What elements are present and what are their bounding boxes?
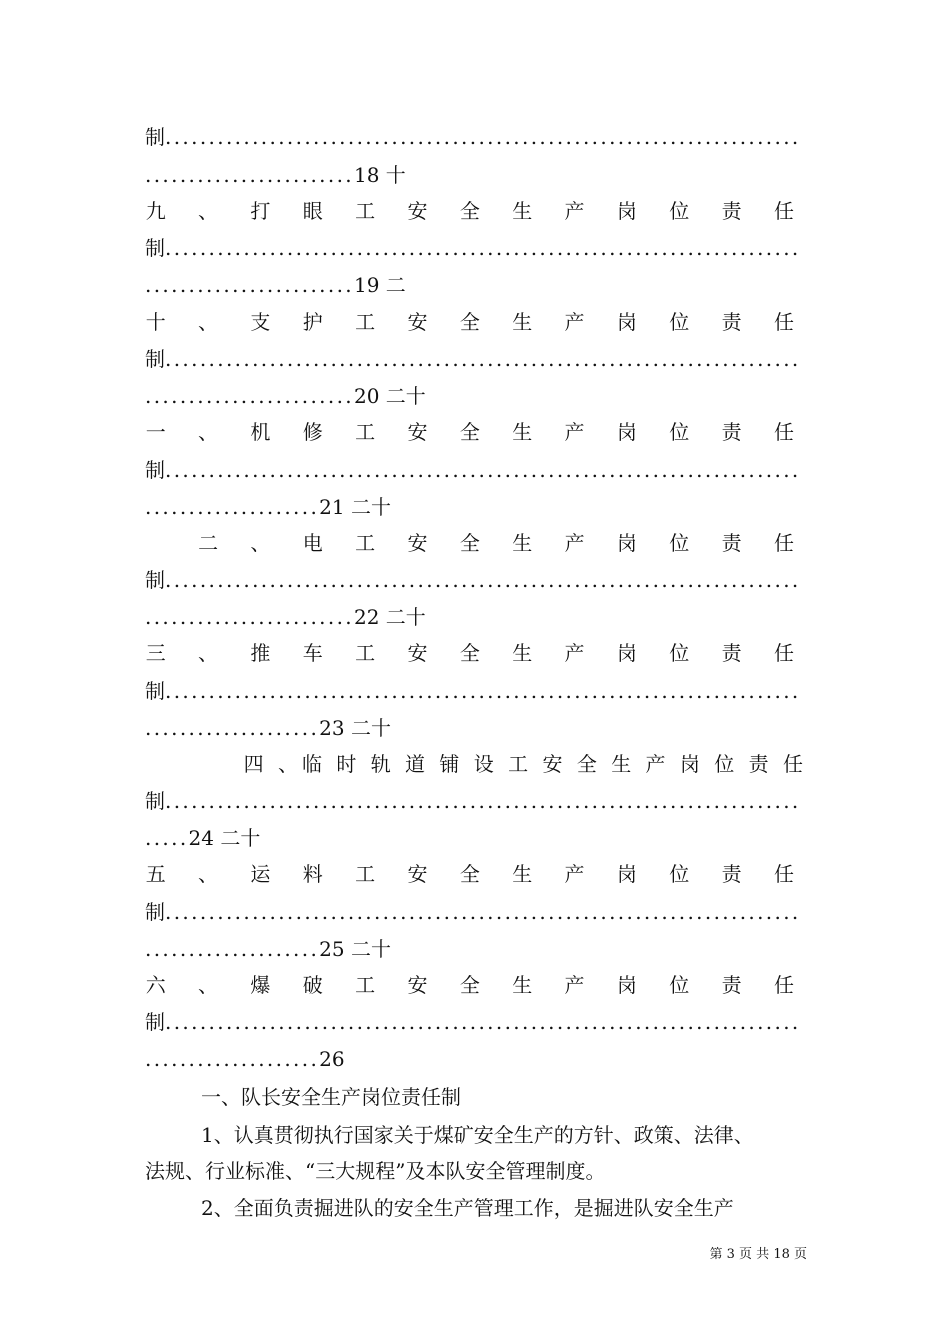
toc-page-ref: 19 二 [353,273,406,297]
toc-dot-leader: ........................ [145,384,354,408]
toc-lead: 制 [145,1010,165,1034]
toc-dot-leader: .................... [145,1047,320,1071]
toc-dot-leader: ......................................................................... [165,900,801,924]
toc-title-4: 二 、 电 工 安 全 生 产 岗 位 责 任 [198,531,807,555]
paragraph-2-line-1: 2、全面负责掘进队的安全生产管理工作，是掘进队安全生产 [201,1196,734,1220]
toc-entry-0-dots-line [145,122,807,152]
toc-page-ref: 20 二十 [353,384,426,408]
toc-lead: 制 [145,458,165,482]
section-heading: 一、队长安全生产岗位责任制 [201,1085,461,1109]
toc-page-ref: 26 [319,1047,345,1071]
toc-dot-leader: .................... [145,495,320,519]
page-footer: 第 3 页 共 18 页 [709,1247,807,1262]
toc-entry-1-page-line [145,270,807,300]
toc-page-ref: 23 二十 [319,716,391,740]
toc-entry-5-page-line [145,713,807,743]
toc-entry-3-dots-line [145,455,807,485]
toc-lead: 制 [145,789,165,813]
toc-entry-7-dots-line [145,897,807,927]
toc-lead: 制 [145,900,165,924]
toc-page-ref: 22 二十 [353,605,426,629]
toc-entry-8-page-line [145,1044,807,1074]
toc-dot-leader: ......................................................................... [165,236,801,260]
toc-page-ref: 21 二十 [319,495,391,519]
toc-title-2: 十 、 支 护 工 安 全 生 产 岗 位 责 任 [145,310,807,334]
toc-entry-2-dots-line [145,344,807,374]
toc-page-ref: 24 二十 [188,826,261,850]
toc-dot-leader: ......................................................................... [165,568,801,592]
toc-lead: 制 [145,347,165,371]
toc-dot-leader: ........................ [145,163,354,187]
toc-title-3: 一 、 机 修 工 安 全 生 产 岗 位 责 任 [145,420,807,444]
toc-entry-3-page-line [145,492,807,522]
toc-dot-leader: .................... [145,716,320,740]
toc-dot-leader: ......................................................................... [165,679,801,703]
toc-entry-2-page-line [145,381,807,411]
toc-entry-1-dots-line [145,233,807,263]
paragraph-1-line-2: 法规、行业标准、“三大规程”及本队安全管理制度。 [145,1159,606,1183]
toc-entry-4-dots-line [145,565,807,595]
toc-entry-8-dots-line [145,1007,807,1037]
paragraph-1-line-1: 1、认真贯彻执行国家关于煤矿安全生产的方针、政策、法律、 [201,1123,754,1147]
toc-dot-leader: ......................................................................... [165,1010,801,1034]
toc-page-ref: 25 二十 [319,937,391,961]
toc-lead: 制 [145,236,165,260]
toc-title-5: 三 、 推 车 工 安 全 生 产 岗 位 责 任 [145,641,807,665]
toc-lead: 制 [145,568,165,592]
toc-title-1: 九 、 打 眼 工 安 全 生 产 岗 位 责 任 [145,199,807,223]
toc-entry-0-page-line [145,160,807,190]
toc-entry-6-page-line [145,823,807,853]
toc-page-ref: 18 十 [353,163,406,187]
toc-title-6: 四 、临 时 轨 道 铺 设 工 安 全 生 产 岗 位 责 任 [243,752,807,776]
toc-entry-7-page-line [145,934,807,964]
toc-dot-leader: ......................................................................... [165,125,801,149]
toc-dot-leader: ........................ [145,273,354,297]
toc-dot-leader: ........................ [145,605,354,629]
toc-dot-leader: ......................................................................... [165,789,801,813]
toc-entry-5-dots-line [145,676,807,706]
toc-entry-4-page-line [145,602,807,632]
toc-dot-leader: ..... [145,826,189,850]
toc-dot-leader: .................... [145,937,320,961]
toc-lead: 制 [145,125,165,149]
toc-dot-leader: ......................................................................... [165,347,801,371]
toc-title-7: 五 、 运 料 工 安 全 生 产 岗 位 责 任 [145,862,807,886]
toc-entry-6-dots-line [145,786,807,816]
toc-lead: 制 [145,679,165,703]
toc-title-8: 六 、 爆 破 工 安 全 生 产 岗 位 责 任 [145,973,807,997]
toc-dot-leader: ......................................................................... [165,458,801,482]
